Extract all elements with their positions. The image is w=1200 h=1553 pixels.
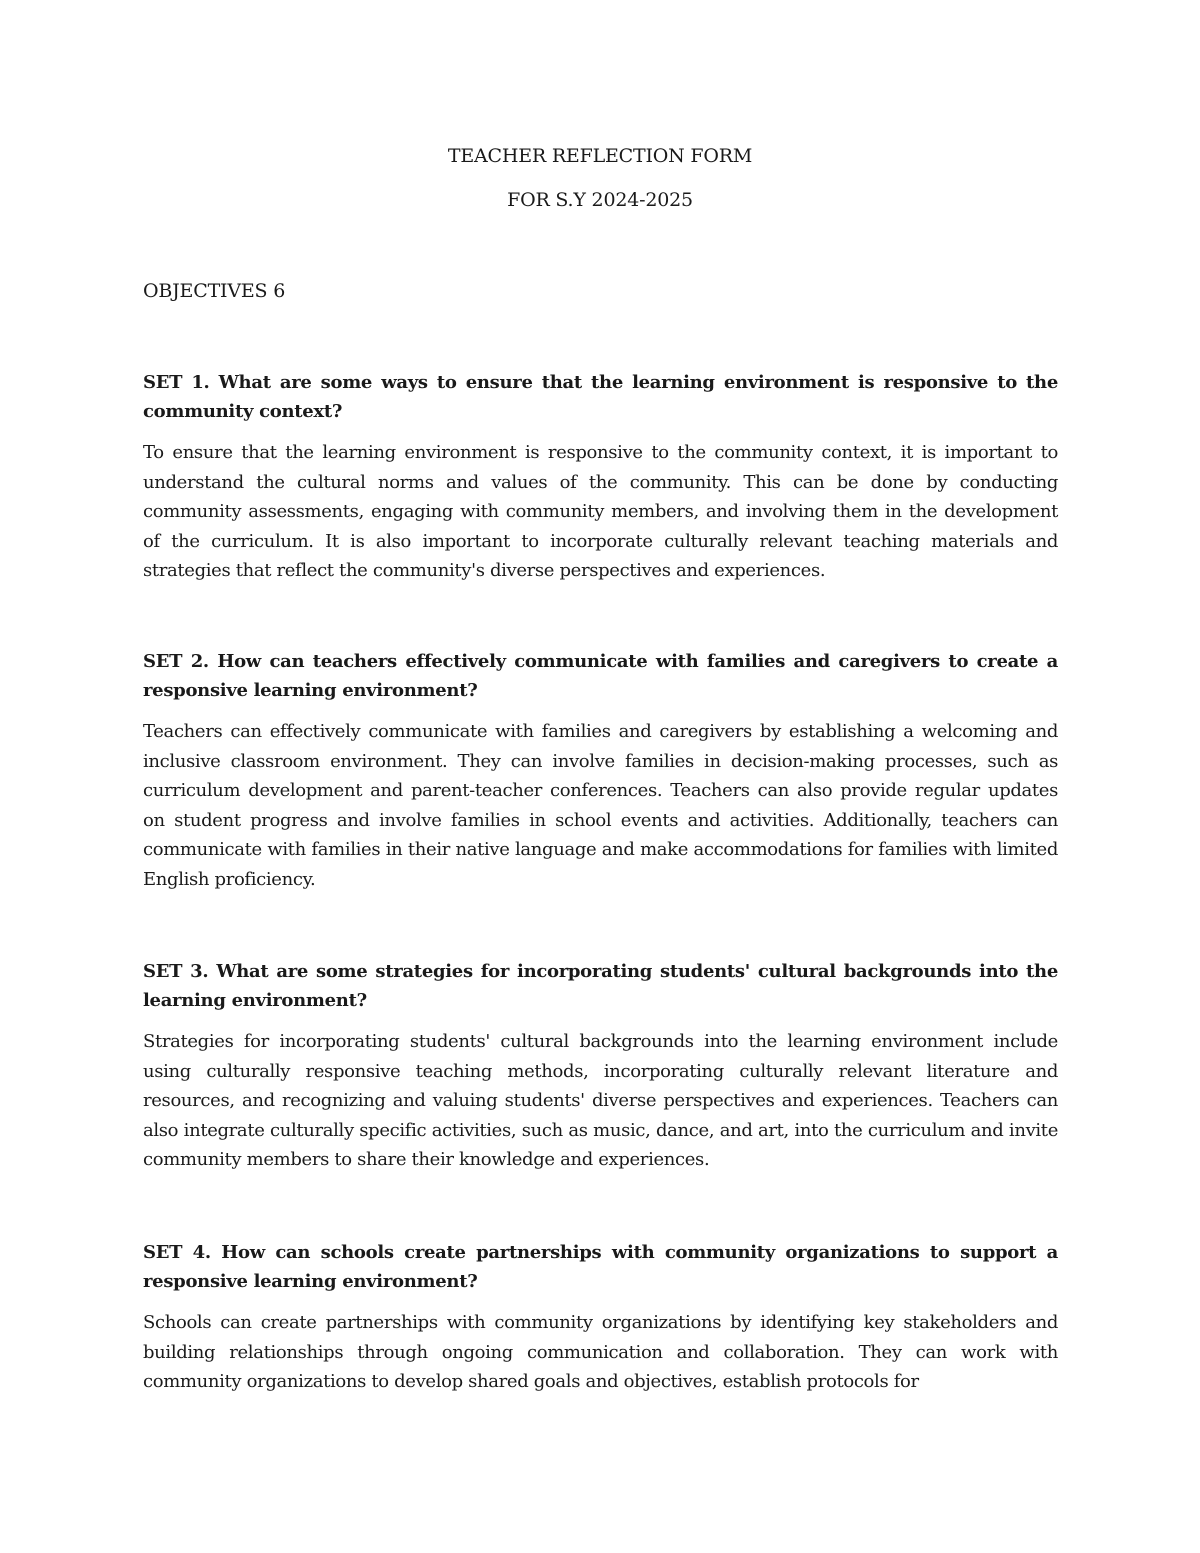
set-2-question: SET 2. How can teachers effectively communicate with families and caregivers to create a responsive learning environment? <box>143 651 1058 701</box>
set-1-section <box>143 368 1058 586</box>
set-1-answer: To ensure that the learning environment is responsive to the community context, it is important to understand the cultural norms and values of the community. This can be done by conducting community assessments, engaging with community members, and involving them in the development of the curriculum. It is also important to incorporate culturally relevant teaching materials and strategies that reflect the community's diverse perspectives and experiences. <box>143 442 1058 581</box>
set-1-question: SET 1. What are some ways to ensure that the learning environment is responsive to the community context? <box>143 372 1058 422</box>
objectives-heading: OBJECTIVES 6 <box>143 280 286 302</box>
form-title: TEACHER REFLECTION FORM <box>447 145 753 167</box>
set-4-question: SET 4. How can schools create partnerships with community organizations to support a responsive learning environment? <box>143 1242 1058 1292</box>
set-4-section <box>143 1238 1058 1397</box>
set-3-section <box>143 957 1058 1175</box>
school-year-title: FOR S.Y 2024-2025 <box>507 189 693 211</box>
set-3-question: SET 3. What are some strategies for incorporating students' cultural backgrounds into the learning environment? <box>143 961 1058 1011</box>
set-3-answer: Strategies for incorporating students' cultural backgrounds into the learning environment include using culturally responsive teaching methods, incorporating culturally relevant literature and resources, and recognizing and valuing students' diverse perspectives and experiences. Teachers can also integrate culturally specific activities, such as music, dance, and art, into the curriculum and invite community members to share their knowledge and experiences. <box>143 1031 1058 1170</box>
set-2-section <box>143 647 1058 894</box>
set-2-answer: Teachers can effectively communicate with families and caregivers by establishing a welcoming and inclusive classroom environment. They can involve families in decision-making processes, such as curriculum development and parent-teacher conferences. Teachers can also provide regular updates on student progress and involve families in school events and activities. Additionally, teachers can communicate with families in their native language and make accommodations for families with limited English proficiency. <box>143 721 1058 890</box>
set-4-answer: Schools can create partnerships with community organizations by identifying key stakeholders and building relationships through ongoing communication and collaboration. They can work with community organizations to develop shared goals and objectives, establish protocols for <box>143 1312 1058 1392</box>
